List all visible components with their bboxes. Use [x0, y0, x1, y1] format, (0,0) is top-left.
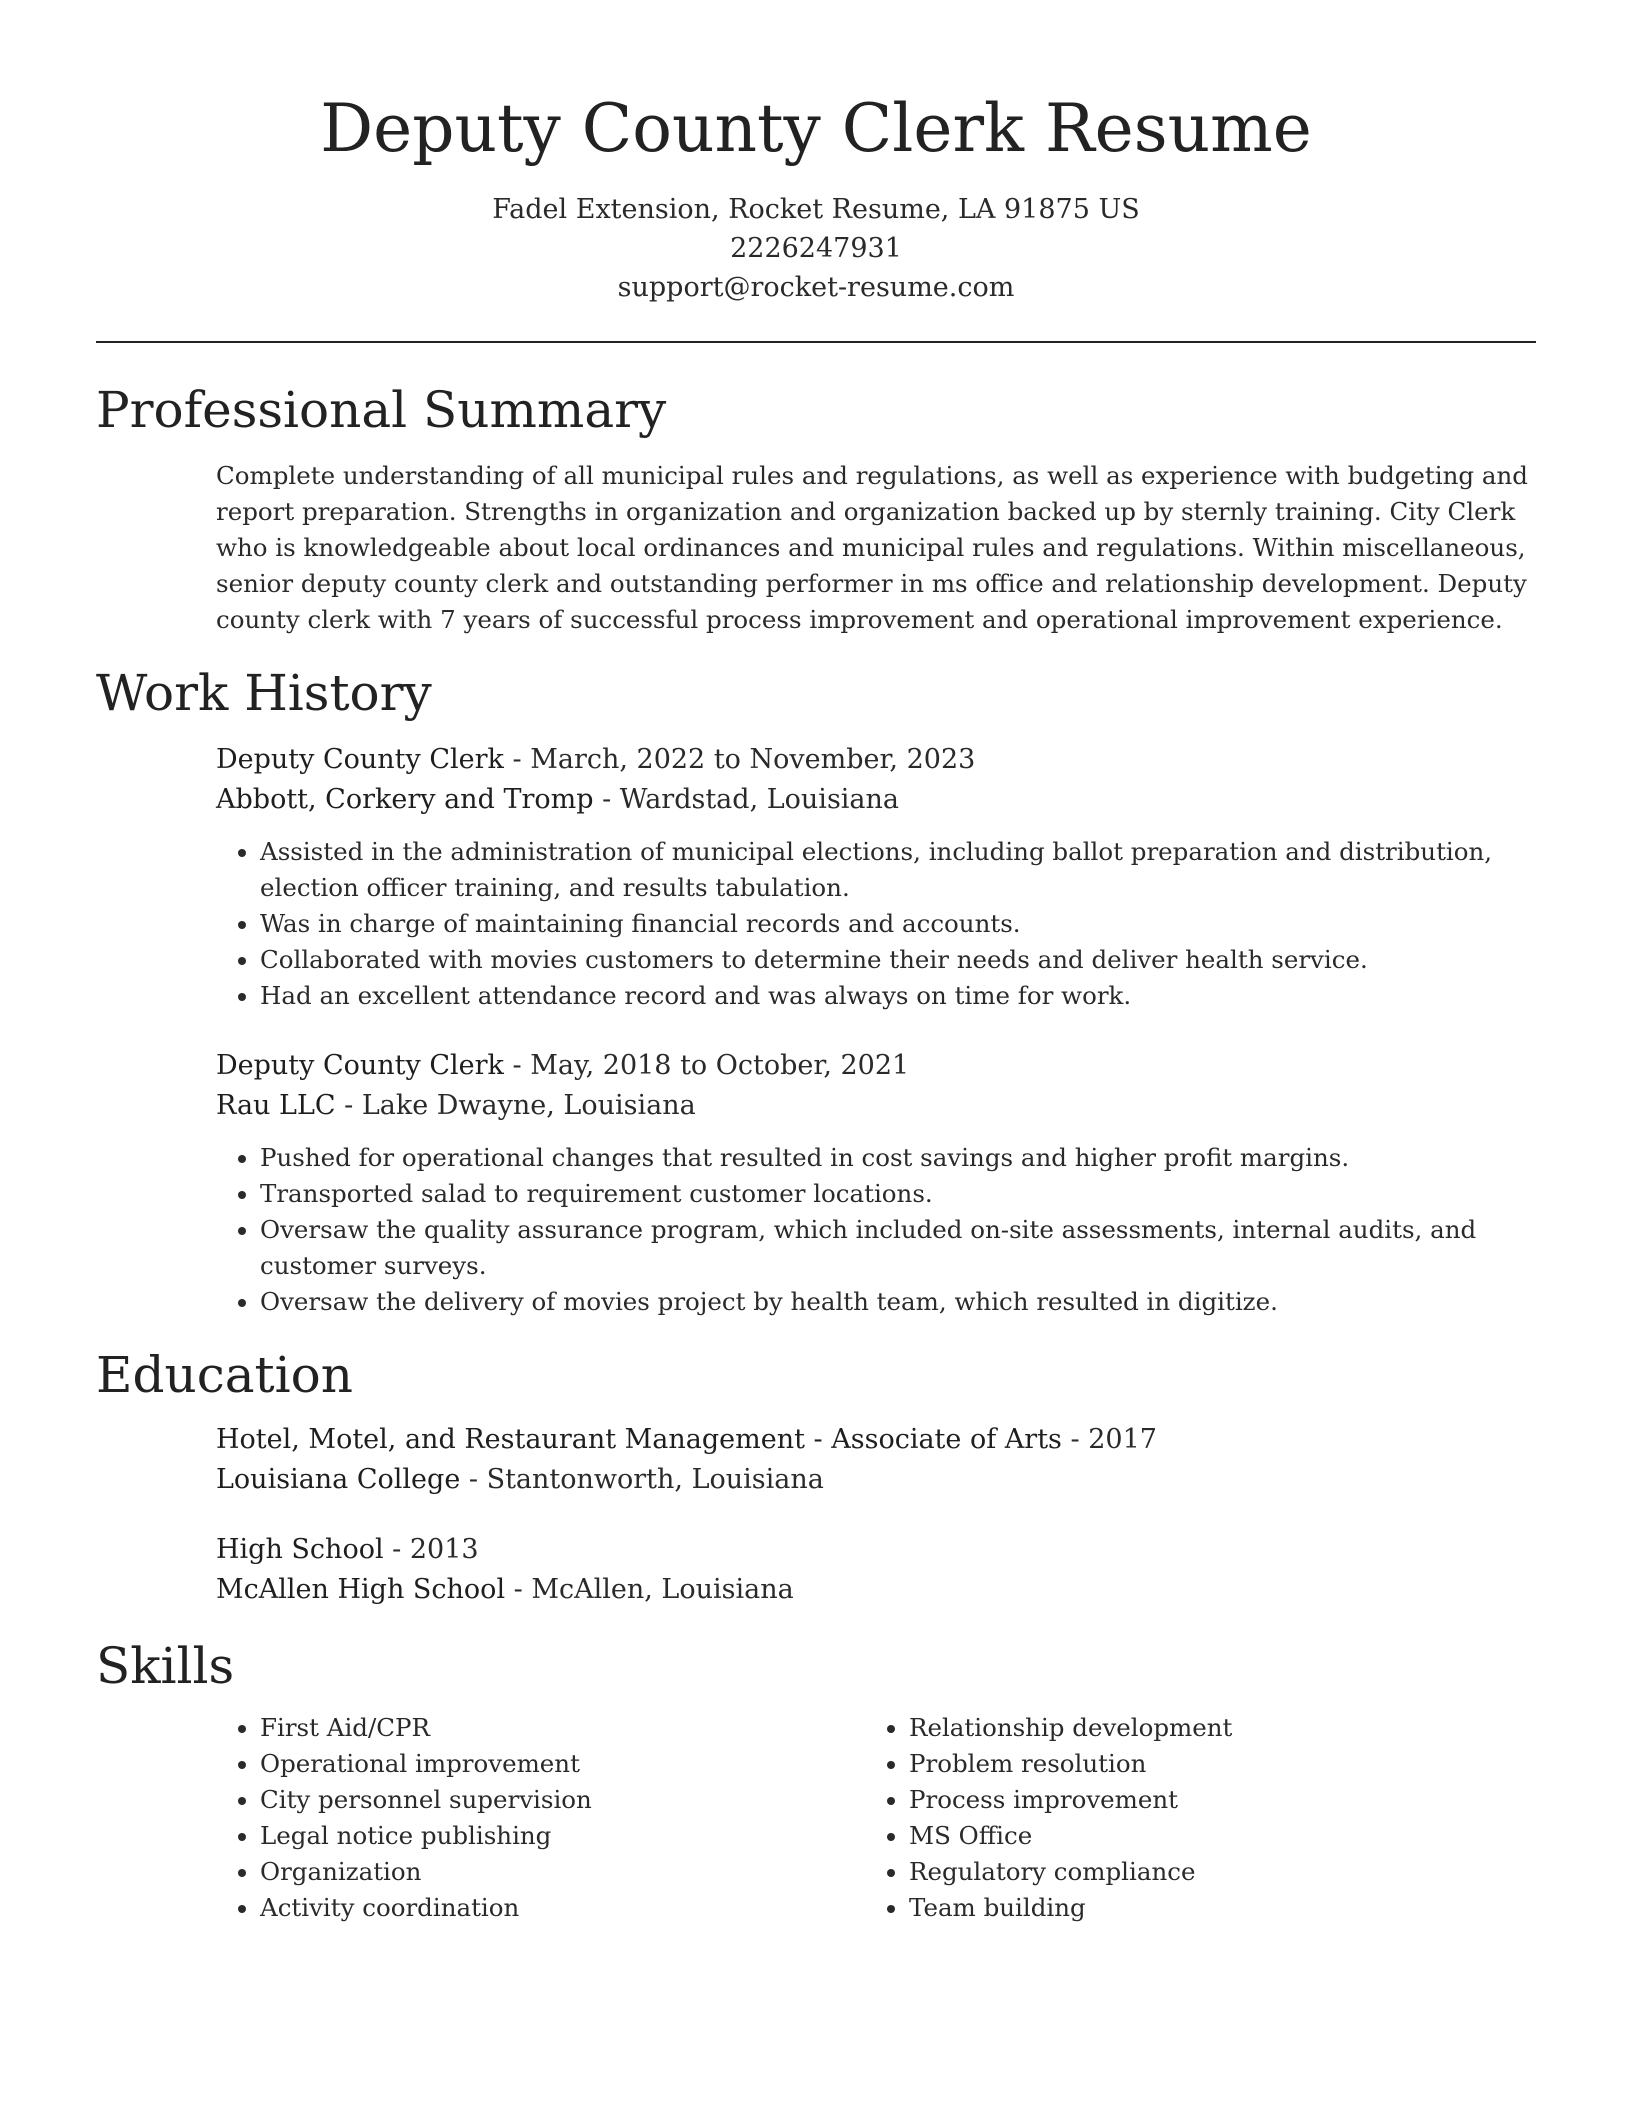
- education-year: - 2017: [1061, 1424, 1157, 1455]
- job-dates: - May, 2018 to October, 2021: [503, 1050, 910, 1081]
- job-bullet: • Was in charge of maintaining financial records and accounts.: [260, 906, 1541, 942]
- education-degree: High School: [216, 1534, 384, 1565]
- education-entry: [216, 1530, 1541, 1610]
- skills-heading: Skills: [96, 1637, 235, 1695]
- contact-email: support@rocket-resume.com: [617, 272, 1015, 303]
- job-bullet: • Oversaw the delivery of movies project by health team, which resulted in digitize.: [260, 1284, 1541, 1320]
- job-bullet: • Assisted in the administration of municipal elections, including ballot preparation and distribution, election officer training, and results tabulation.: [260, 834, 1541, 906]
- skills-column-left: [216, 1710, 836, 1926]
- job-bullets: [216, 834, 1541, 1014]
- job-entry: [216, 1046, 1541, 1320]
- job-location: - Lake Dwayne, Louisiana: [335, 1090, 696, 1121]
- education-school: Louisiana College: [216, 1464, 461, 1495]
- job-title-line: [216, 740, 1541, 780]
- skills-list: [865, 1710, 1485, 1926]
- job-role: Deputy County Clerk: [216, 744, 504, 775]
- job-bullets: [216, 1140, 1541, 1320]
- skill-item: • Process improvement: [909, 1782, 1485, 1818]
- education-year: - 2013: [383, 1534, 479, 1565]
- job-bullet: • Collaborated with movies customers to determine their needs and deliver health service.: [260, 942, 1541, 978]
- summary-heading: Professional Summary: [96, 381, 667, 439]
- job-company: Rau LLC: [216, 1090, 336, 1121]
- education-school: McAllen High School: [216, 1574, 506, 1605]
- job-company-line: [216, 780, 1541, 820]
- contact-address: Fadel Extension, Rocket Resume, LA 91875 US: [492, 194, 1140, 225]
- skill-item: • Relationship development: [909, 1710, 1485, 1746]
- education-heading: Education: [96, 1346, 353, 1404]
- job-entry: [216, 740, 1541, 1014]
- skill-item: • Legal notice publishing: [260, 1818, 836, 1854]
- skill-item: • First Aid/CPR: [260, 1710, 836, 1746]
- skill-item: • Team building: [909, 1890, 1485, 1926]
- skill-item: • Organization: [260, 1854, 836, 1890]
- job-bullet: • Had an excellent attendance record and was always on time for work.: [260, 978, 1541, 1014]
- resume-header: [0, 0, 1632, 307]
- education-entry: [216, 1420, 1541, 1500]
- job-company: Abbott, Corkery and Tromp: [216, 784, 594, 815]
- summary-text: Complete understanding of all municipal rules and regulations, as well as experience with budgeting and report preparation. Strengths in organization and organization backed up by sternly training. City Clerk who is knowledgeable about local ordinances and municipal rules and regulations. Within miscellaneous, senior deputy county clerk and outstanding performer in ms office and relationship development. Deputy county clerk with 7 years of successful process improvement and operational improvement experience.: [216, 461, 1528, 634]
- job-role: Deputy County Clerk: [216, 1050, 504, 1081]
- job-company-line: [216, 1086, 1541, 1126]
- skill-item: • Activity coordination: [260, 1890, 836, 1926]
- job-dates: - March, 2022 to November, 2023: [503, 744, 976, 775]
- skill-item: • Operational improvement: [260, 1746, 836, 1782]
- skill-item: • MS Office: [909, 1818, 1485, 1854]
- education-degree: Hotel, Motel, and Restaurant Management - Associate of Arts: [216, 1424, 1062, 1455]
- job-bullet: • Transported salad to requirement customer locations.: [260, 1176, 1541, 1212]
- education-location: - McAllen, Louisiana: [505, 1574, 794, 1605]
- skill-item: • City personnel supervision: [260, 1782, 836, 1818]
- contact-info: [0, 190, 1632, 307]
- header-divider: [96, 341, 1536, 343]
- skills-list: [216, 1710, 836, 1926]
- education-school-line: [216, 1460, 1541, 1500]
- resume-title: Deputy County Clerk Resume: [320, 90, 1312, 167]
- skill-item: • Problem resolution: [909, 1746, 1485, 1782]
- education-degree-line: [216, 1530, 1541, 1570]
- job-bullet: • Pushed for operational changes that resulted in cost savings and higher profit margins.: [260, 1140, 1541, 1176]
- work-history-heading: Work History: [96, 664, 432, 722]
- education-degree-line: [216, 1420, 1541, 1460]
- education-school-line: [216, 1570, 1541, 1610]
- job-bullet: • Oversaw the quality assurance program, which included on-site assessments, internal audits, and customer surveys.: [260, 1212, 1541, 1284]
- contact-phone: 2226247931: [730, 233, 902, 264]
- job-title-line: [216, 1046, 1541, 1086]
- education-location: - Stantonworth, Louisiana: [460, 1464, 824, 1495]
- skills-column-right: [865, 1710, 1485, 1926]
- job-location: - Wardstad, Louisiana: [593, 784, 900, 815]
- skill-item: • Regulatory compliance: [909, 1854, 1485, 1890]
